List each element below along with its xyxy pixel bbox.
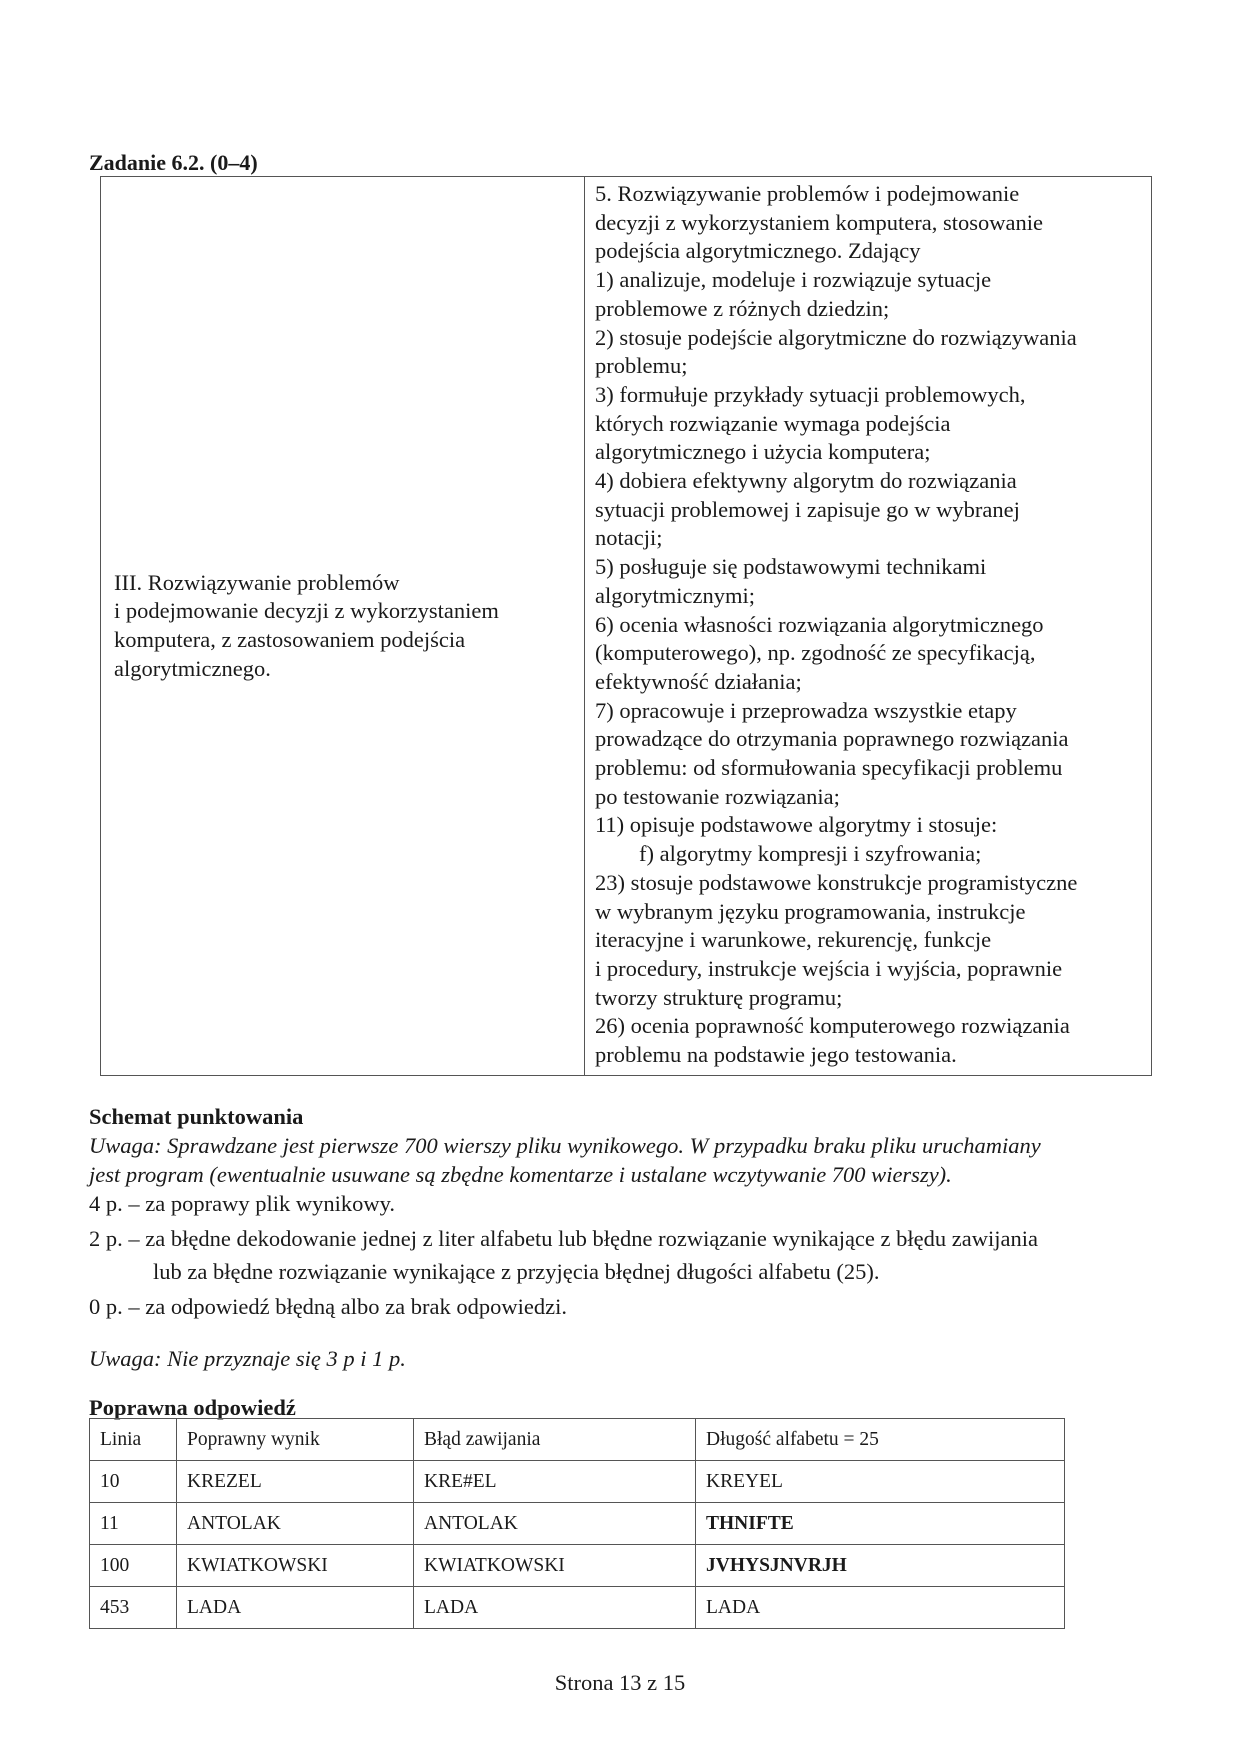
header-cell-wrap-error: Błąd zawijania — [414, 1419, 696, 1461]
answer-table-row — [90, 1461, 1065, 1503]
detailed-requirement-line: 4) dobiera efektywny algorytm do rozwiązania — [595, 468, 1017, 494]
cell-correct-result: KREZEL — [177, 1461, 414, 1503]
answer-table-row — [90, 1545, 1065, 1587]
detailed-requirement-line: sytuacji problemowej i zapisuje go w wybranej — [595, 496, 1020, 522]
scoring-note — [89, 1131, 1169, 1189]
detailed-requirement-line: iteracyjne i warunkowe, rekurencję, funkcje — [595, 927, 992, 953]
requirements-table — [100, 176, 1152, 1076]
detailed-requirement-line: problemu: od sformułowania specyfikacji problemu — [595, 755, 1063, 781]
detailed-requirements-cell — [585, 177, 1152, 1076]
detailed-requirement-line: 5) posługuje się podstawowymi technikami — [595, 554, 987, 580]
detailed-requirement-line: algorytmicznego i użycia komputera; — [595, 439, 931, 465]
cell-line-number: 453 — [90, 1587, 177, 1629]
detailed-requirement-line: po testowanie rozwiązania; — [595, 783, 840, 809]
score-item-2-continuation: lub za błędne rozwiązanie wynikające z przyjęcia błędnej długości alfabetu (25). — [153, 1259, 880, 1284]
detailed-requirement-line: tworzy strukturę programu; — [595, 984, 843, 1010]
cell-correct-result: LADA — [177, 1587, 414, 1629]
detailed-requirement-line: (komputerowego), np. zgodność ze specyfikacją, — [595, 640, 1036, 666]
detailed-requirement-line: decyzji z wykorzystaniem komputera, stosowanie — [595, 209, 1043, 235]
cell-correct-result: ANTOLAK — [177, 1503, 414, 1545]
cell-alphabet-length: THNIFTE — [696, 1503, 1065, 1545]
cell-wrap-error: LADA — [414, 1587, 696, 1629]
scoring-title: Schemat punktowania — [89, 1104, 304, 1129]
answer-table-row — [90, 1587, 1065, 1629]
general-requirement-line: III. Rozwiązywanie problemów — [114, 569, 400, 595]
answer-table-row — [90, 1503, 1065, 1545]
general-requirement-cell — [101, 177, 585, 1076]
detailed-requirement-line: 6) ocenia własności rozwiązania algorytmicznego — [595, 611, 1044, 637]
scoring-note-line: Uwaga: Sprawdzane jest pierwsze 700 wierszy pliku wynikowego. W przypadku braku pliku uruchamiany — [89, 1133, 1041, 1158]
answer-table — [89, 1418, 1065, 1629]
detailed-requirement-subline: f) algorytmy kompresji i szyfrowania; — [639, 841, 982, 867]
detailed-requirement-line: 23) stosuje podstawowe konstrukcje programistyczne — [595, 869, 1078, 895]
requirements-row — [101, 177, 1152, 1076]
general-requirement-line: komputera, z zastosowaniem podejścia — [114, 627, 466, 652]
cell-line-number: 10 — [90, 1461, 177, 1503]
detailed-requirement-line: prowadzące do otrzymania poprawnego rozwiązania — [595, 726, 1069, 752]
cell-line-number: 100 — [90, 1545, 177, 1587]
detailed-requirement-line: i procedury, instrukcje wejścia i wyjścia, poprawnie — [595, 955, 1063, 981]
general-requirement-line: i podejmowanie decyzji z wykorzystaniem — [114, 598, 499, 624]
detailed-requirement-line: problemu; — [595, 353, 688, 379]
detailed-requirement-line: algorytmicznymi; — [595, 582, 755, 608]
detailed-requirement-line: 11) opisuje podstawowe algorytmy i stosuje: — [595, 812, 998, 838]
scoring-note-line: jest program (ewentualnie usuwane są zbędne komentarze i ustalane wczytywanie 700 wierszy). — [89, 1162, 952, 1187]
scoring-note-2: Uwaga: Nie przyznaje się 3 p i 1 p. — [89, 1346, 406, 1371]
detailed-requirement-line: 26) ocenia poprawność komputerowego rozwiązania — [595, 1013, 1070, 1039]
detailed-requirement-line: 2) stosuje podejście algorytmiczne do rozwiązywania — [595, 324, 1077, 350]
header-cell-correct-result: Poprawny wynik — [177, 1419, 414, 1461]
detailed-requirement-line: podejścia algorytmicznego. Zdający — [595, 238, 921, 264]
score-item-4: 4 p. – za poprawy plik wynikowy. — [89, 1191, 395, 1216]
cell-correct-result: KWIATKOWSKI — [177, 1545, 414, 1587]
score-item-2 — [89, 1222, 1169, 1288]
detailed-requirement-line: w wybranym języku programowania, instrukcje — [595, 898, 1026, 924]
task-title: Zadanie 6.2. (0–4) — [89, 150, 258, 175]
detailed-requirement-line: 3) formułuje przykłady sytuacji problemowych, — [595, 381, 1026, 407]
answer-table-header-row — [90, 1419, 1065, 1461]
cell-wrap-error: KWIATKOWSKI — [414, 1545, 696, 1587]
header-cell-line: Linia — [90, 1419, 177, 1461]
cell-wrap-error: ANTOLAK — [414, 1503, 696, 1545]
detailed-requirement-line: których rozwiązanie wymaga podejścia — [595, 410, 951, 436]
detailed-requirement-line: 1) analizuje, modeluje i rozwiązuje sytuacje — [595, 267, 992, 293]
detailed-requirement-line: 7) opracowuje i przeprowadza wszystkie etapy — [595, 697, 1017, 723]
score-item-2-line: 2 p. – za błędne dekodowanie jednej z liter alfabetu lub błędne rozwiązanie wynikające z błędu zawijania — [89, 1226, 1038, 1251]
scoring-section — [89, 1103, 1169, 1423]
general-requirement-line: algorytmicznego. — [114, 655, 271, 681]
cell-alphabet-length: KREYEL — [696, 1461, 1065, 1503]
header-cell-alphabet-length: Długość alfabetu = 25 — [696, 1419, 1065, 1461]
page-number: Strona 13 z 15 — [554, 1670, 686, 1695]
cell-alphabet-length: JVHYSJNVRJH — [696, 1545, 1065, 1587]
detailed-requirement-line: problemu na podstawie jego testowania. — [595, 1042, 957, 1068]
answer-title: Poprawna odpowiedź — [89, 1395, 296, 1420]
detailed-requirement-line: efektywność działania; — [595, 668, 802, 694]
detailed-requirement-line: notacji; — [595, 525, 663, 551]
score-item-0: 0 p. – za odpowiedź błędną albo za brak odpowiedzi. — [89, 1294, 567, 1319]
cell-wrap-error: KRE#EL — [414, 1461, 696, 1503]
detailed-requirement-line: problemowe z różnych dziedzin; — [595, 295, 890, 321]
cell-alphabet-length: LADA — [696, 1587, 1065, 1629]
cell-line-number: 11 — [90, 1503, 177, 1545]
detailed-requirement-line: 5. Rozwiązywanie problemów i podejmowanie — [595, 181, 1020, 206]
